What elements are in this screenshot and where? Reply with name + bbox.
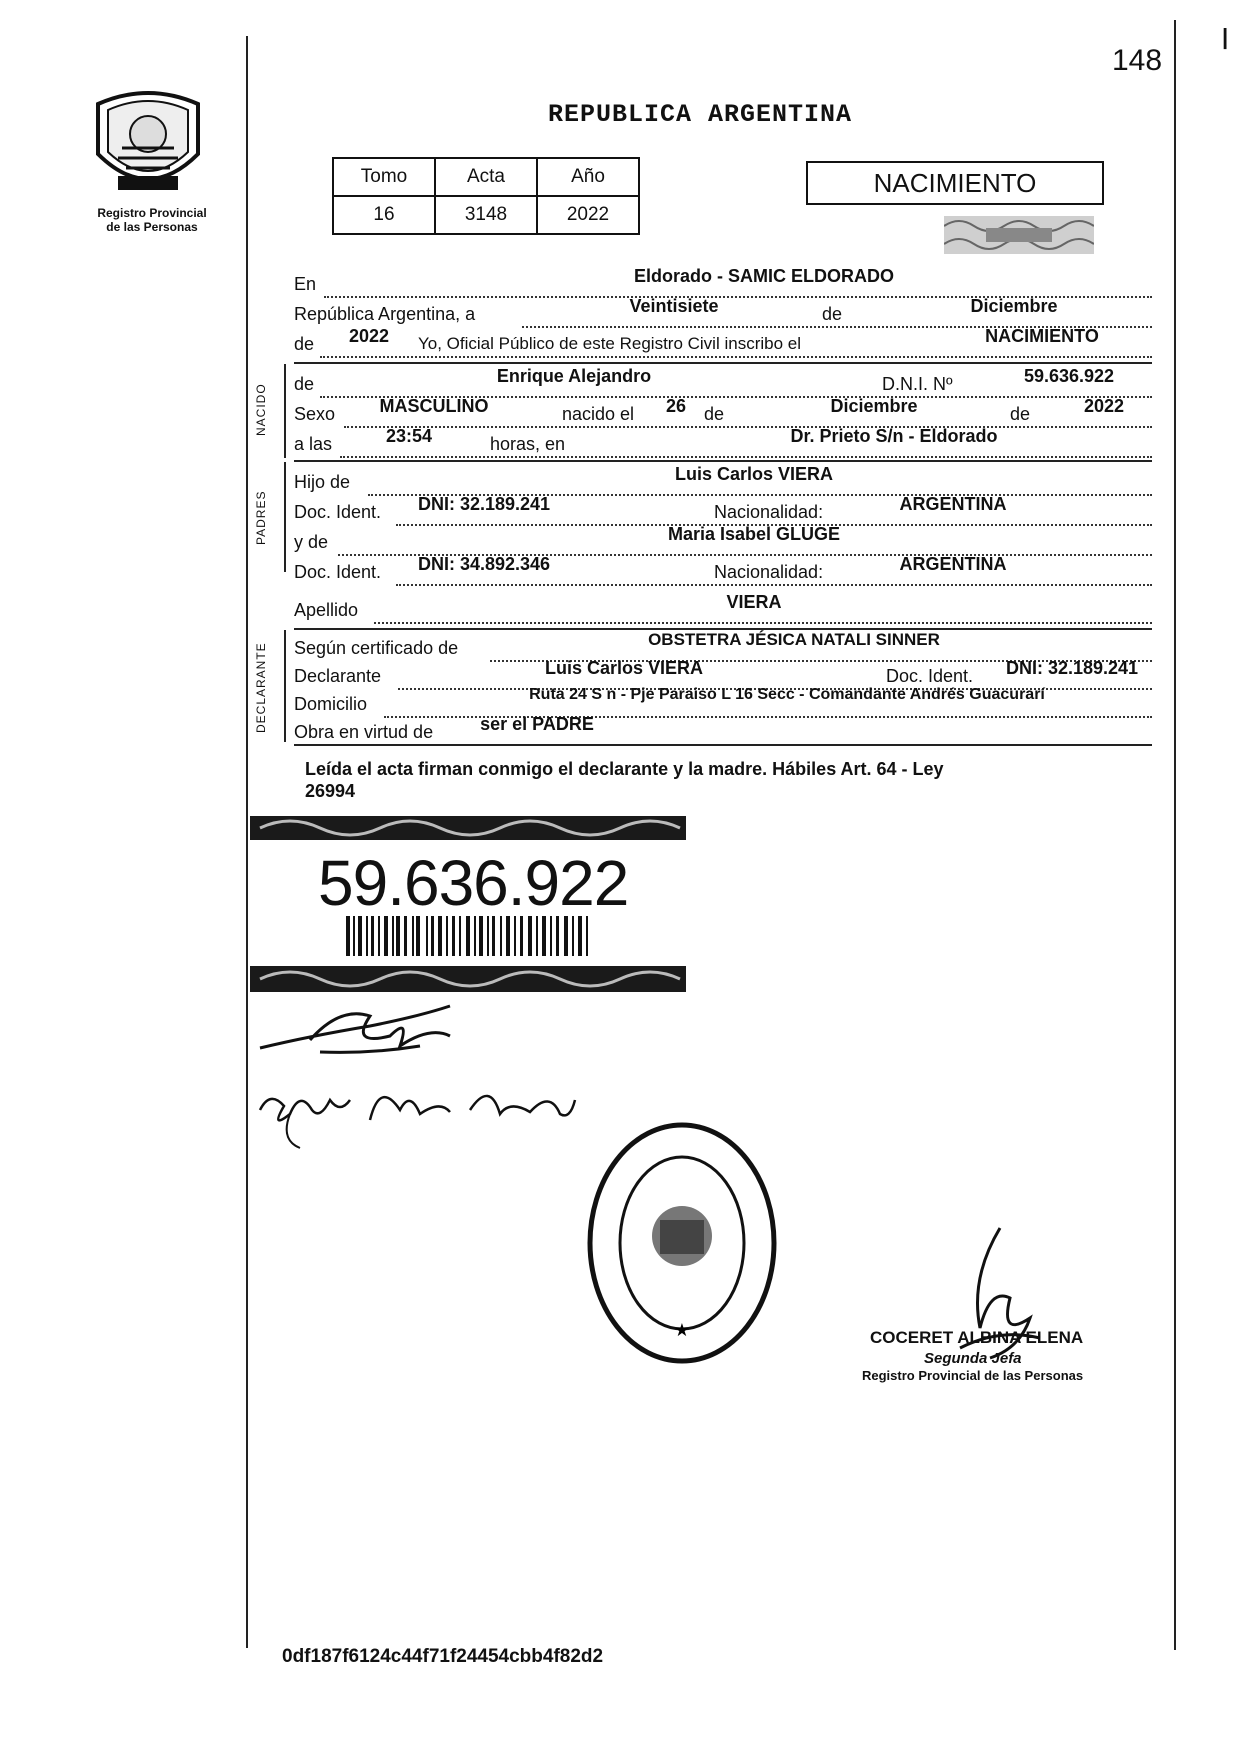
province-logo bbox=[88, 84, 218, 207]
value-birth-month: Diciembre bbox=[830, 396, 918, 416]
logo-caption-line2: de las Personas bbox=[106, 220, 198, 234]
logo-caption-line1: Registro Provincial bbox=[97, 206, 207, 220]
row-nacido-time bbox=[294, 426, 1152, 458]
barcode-icon bbox=[346, 916, 588, 956]
section-rule-1 bbox=[294, 362, 1152, 364]
header-acta: Acta bbox=[435, 158, 537, 196]
value-father-doc: DNI: 32.189.241 bbox=[417, 494, 551, 514]
row-inscribo bbox=[294, 326, 1152, 358]
dni-label-number: 59.636.922 bbox=[318, 847, 629, 919]
document-title: REPUBLICA ARGENTINA bbox=[547, 100, 853, 129]
closing-note bbox=[305, 758, 1145, 802]
value-child-name: Enrique Alejandro bbox=[496, 366, 652, 386]
label-declarante: Declarante bbox=[294, 666, 382, 686]
label-doc-mother: Doc. Ident. bbox=[294, 562, 382, 582]
label-nac-father: Nacionalidad: bbox=[714, 502, 824, 522]
value-father-name: Luis Carlos VIERA bbox=[674, 464, 834, 484]
value-inscribo: NACIMIENTO bbox=[985, 326, 1099, 346]
label-de-birth-month: de bbox=[704, 404, 725, 424]
right-margin-line bbox=[1174, 20, 1176, 1650]
label-de-name: de bbox=[294, 374, 315, 394]
value-child-dni: 59.636.922 bbox=[1023, 366, 1115, 386]
value-declarante-doc: DNI: 32.189.241 bbox=[1005, 658, 1139, 678]
value-birth-place: Dr. Prieto S/n - Eldorado bbox=[790, 426, 998, 446]
registration-header-row bbox=[333, 158, 639, 196]
label-de-month: de bbox=[822, 304, 843, 324]
label-dni: D.N.I. Nº bbox=[882, 374, 953, 394]
side-label-declarante: DECLARANTE bbox=[254, 642, 268, 734]
row-domicilio bbox=[294, 686, 1152, 718]
value-mother-nationality: ARGENTINA bbox=[899, 554, 1007, 574]
value-obra: ser el PADRE bbox=[480, 714, 594, 734]
value-father-nationality: ARGENTINA bbox=[899, 494, 1007, 514]
record-type-box: NACIMIENTO bbox=[806, 161, 1104, 205]
label-republica: República Argentina, a bbox=[294, 304, 476, 324]
label-domicilio: Domicilio bbox=[294, 694, 368, 714]
signature-mother-icon bbox=[250, 1070, 580, 1150]
label-certificado: Según certificado de bbox=[294, 638, 459, 658]
closing-note-line2: 26994 bbox=[305, 781, 356, 801]
registration-table bbox=[332, 157, 640, 235]
label-de-year: de bbox=[294, 334, 315, 354]
value-declarante: Luis Carlos VIERA bbox=[544, 658, 704, 678]
header-ano: Año bbox=[537, 158, 639, 196]
logo-caption bbox=[82, 206, 222, 234]
row-y-de bbox=[294, 524, 1152, 556]
label-inscribo: Yo, Oficial Público de este Registro Civil inscribo el bbox=[418, 334, 801, 353]
value-certificado: OBSTETRA JÉSICA NATALI SINNER bbox=[648, 630, 940, 649]
document-hash: 0df187f6124c44f71f24454cbb4f82d2 bbox=[282, 1646, 604, 1667]
row-apellido bbox=[294, 592, 1152, 624]
value-year: 2022 bbox=[348, 326, 390, 346]
label-y-de: y de bbox=[294, 532, 329, 552]
nacido-side-bar bbox=[284, 364, 286, 458]
row-republica bbox=[294, 296, 1152, 328]
official-name: COCERET ALBINA ELENA bbox=[870, 1328, 1084, 1347]
official-org: Registro Provincial de las Personas bbox=[862, 1368, 1084, 1383]
declarante-side-bar bbox=[284, 630, 286, 742]
row-nacido-sexo bbox=[294, 396, 1152, 428]
official-role: Segunda Jefa bbox=[924, 1350, 1022, 1367]
label-en: En bbox=[294, 274, 317, 294]
padres-side-bar bbox=[284, 462, 286, 572]
header-tomo: Tomo bbox=[333, 158, 435, 196]
security-stamp-icon bbox=[944, 216, 1094, 254]
corner-mark: | bbox=[1222, 24, 1229, 49]
value-en: Eldorado - SAMIC ELDORADO bbox=[634, 266, 894, 286]
label-nacido-el: nacido el bbox=[562, 404, 635, 424]
row-doc-mother bbox=[294, 554, 1152, 586]
value-acta: 3148 bbox=[435, 196, 537, 234]
label-nac-mother: Nacionalidad: bbox=[714, 562, 824, 582]
value-birth-time: 23:54 bbox=[385, 426, 433, 446]
value-month-words: Diciembre bbox=[970, 296, 1058, 316]
row-doc-father bbox=[294, 494, 1152, 526]
signature-declarant-icon bbox=[250, 996, 470, 1066]
row-hijo-de bbox=[294, 464, 1152, 496]
label-a-las: a las bbox=[294, 434, 333, 454]
value-day-words: Veintisiete bbox=[629, 296, 719, 316]
row-nacido-name bbox=[294, 366, 1152, 398]
value-tomo: 16 bbox=[333, 196, 435, 234]
label-sexo: Sexo bbox=[294, 404, 336, 424]
value-sexo: MASCULINO bbox=[379, 396, 489, 416]
label-doc-declarante: Doc. Ident. bbox=[886, 666, 974, 686]
value-birth-year: 2022 bbox=[1083, 396, 1125, 416]
registration-value-row bbox=[333, 196, 639, 234]
side-label-padres: PADRES bbox=[254, 490, 268, 546]
province-emblem-icon bbox=[88, 84, 208, 202]
value-mother-doc: DNI: 34.892.346 bbox=[417, 554, 551, 574]
side-label-nacido: NACIDO bbox=[254, 383, 268, 437]
label-obra: Obra en virtud de bbox=[294, 722, 434, 742]
row-obra bbox=[294, 714, 1152, 746]
label-apellido: Apellido bbox=[294, 600, 359, 620]
label-hijo-de: Hijo de bbox=[294, 472, 351, 492]
official-seal-icon bbox=[582, 1118, 782, 1368]
value-birth-day: 26 bbox=[665, 396, 687, 416]
section-rule-4 bbox=[294, 744, 1152, 746]
value-domicilio: Ruta 24 S n - Pje Paraiso L 16 Secc - Comandante Andrés Guacurarí bbox=[529, 686, 1045, 703]
value-apellido: VIERA bbox=[726, 592, 782, 612]
closing-note-line1: Leída el acta firman conmigo el declarante y la madre. Hábiles Art. 64 - Ley bbox=[305, 759, 944, 779]
value-ano: 2022 bbox=[537, 196, 639, 234]
page-number: 148 bbox=[1112, 44, 1163, 77]
left-margin-line bbox=[246, 36, 248, 1648]
label-de-birth-year: de bbox=[1010, 404, 1031, 424]
row-en bbox=[294, 266, 1152, 298]
svg-text:★: ★ bbox=[673, 1320, 691, 1341]
section-rule-2 bbox=[294, 460, 1152, 462]
label-doc-father: Doc. Ident. bbox=[294, 502, 382, 522]
value-mother-name: Maria Isabel GLUGE bbox=[667, 524, 841, 544]
label-horas-en: horas, en bbox=[490, 434, 566, 454]
